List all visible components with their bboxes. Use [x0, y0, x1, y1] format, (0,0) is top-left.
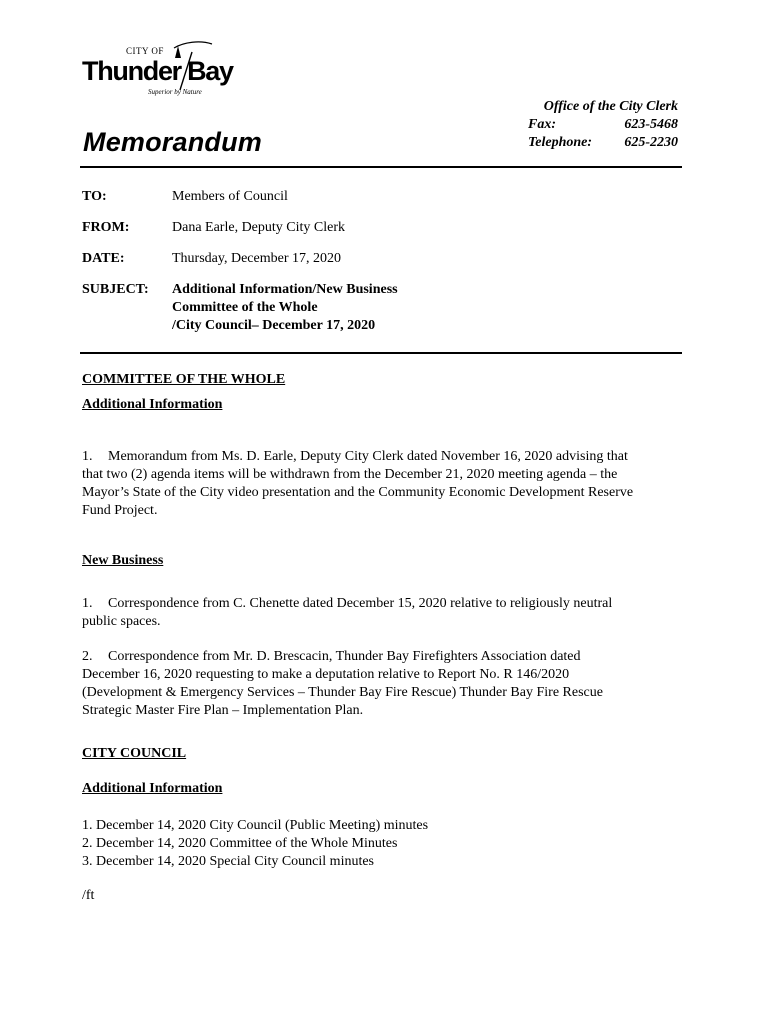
office-title: Office of the City Clerk [543, 99, 678, 114]
cow-additional-heading: Additional Information [82, 397, 223, 412]
subject-divider [80, 352, 682, 354]
subject-line: Additional Information/New Business [172, 282, 398, 297]
memo-title: Memorandum [83, 127, 263, 157]
cow-heading: COMMITTEE OF THE WHOLE [82, 372, 286, 387]
item-line: Mayor’s State of the City video presentation and the Community Economic Development Reserve [82, 485, 634, 500]
item-line: Fund Project. [82, 503, 158, 518]
council-heading: CITY COUNCIL [82, 746, 187, 761]
new-business-item [82, 595, 682, 631]
city-logo [82, 38, 232, 100]
logo-city-of: CITY OF [126, 46, 164, 56]
cow-additional-item [82, 448, 682, 520]
from-label: FROM: [82, 220, 130, 235]
date-value: Thursday, December 17, 2020 [172, 251, 341, 266]
office-contact-block [528, 98, 678, 152]
item-line: December 16, 2020 requesting to make a deputation relative to Report No. R 146/2020 [82, 667, 570, 682]
item-line: Correspondence from C. Chenette dated December 15, 2020 relative to religiously neutral [108, 596, 613, 611]
council-additional-heading: Additional Information [82, 781, 223, 796]
from-value: Dana Earle, Deputy City Clerk [172, 220, 346, 235]
item-line: public spaces. [82, 614, 161, 629]
item-line: Strategic Master Fire Plan – Implementation Plan. [82, 703, 364, 718]
council-items [82, 817, 682, 871]
logo-name: Thunder Bay [82, 56, 233, 86]
fax-label: Fax: [528, 117, 556, 132]
list-item: 1. December 14, 2020 City Council (Public Meeting) minutes [82, 818, 429, 833]
subject-line: /City Council– December 17, 2020 [172, 318, 376, 333]
new-business-item [82, 648, 682, 720]
item-line: (Development & Emergency Services – Thunder Bay Fire Rescue) Thunder Bay Fire Rescue [82, 685, 603, 700]
typist-initials: /ft [82, 888, 95, 903]
subject-label: SUBJECT: [82, 282, 149, 297]
to-label: TO: [82, 189, 107, 204]
to-value: Members of Council [172, 189, 288, 204]
telephone-row [528, 134, 678, 152]
item-number: 1. [82, 449, 93, 464]
telephone-number: 625-2230 [624, 135, 678, 150]
header-divider [80, 166, 682, 168]
item-number: 1. [82, 596, 93, 611]
item-line: that two (2) agenda items will be withdrawn from the December 21, 2020 meeting agenda – the [82, 467, 618, 482]
item-number: 2. [82, 649, 93, 664]
item-line: Correspondence from Mr. D. Brescacin, Thunder Bay Firefighters Association dated [108, 649, 581, 664]
new-business-heading: New Business [82, 553, 164, 568]
list-item: 3. December 14, 2020 Special City Council minutes [82, 854, 375, 869]
fax-row [528, 116, 678, 134]
item-line: Memorandum from Ms. D. Earle, Deputy City Clerk dated November 16, 2020 advising that [108, 449, 628, 464]
telephone-label: Telephone: [528, 135, 593, 150]
subject-line: Committee of the Whole [172, 300, 318, 315]
fax-number: 623-5468 [624, 117, 678, 132]
logo-tagline: Superior by Nature [148, 88, 202, 96]
date-label: DATE: [82, 251, 125, 266]
list-item: 2. December 14, 2020 Committee of the Whole Minutes [82, 836, 398, 851]
